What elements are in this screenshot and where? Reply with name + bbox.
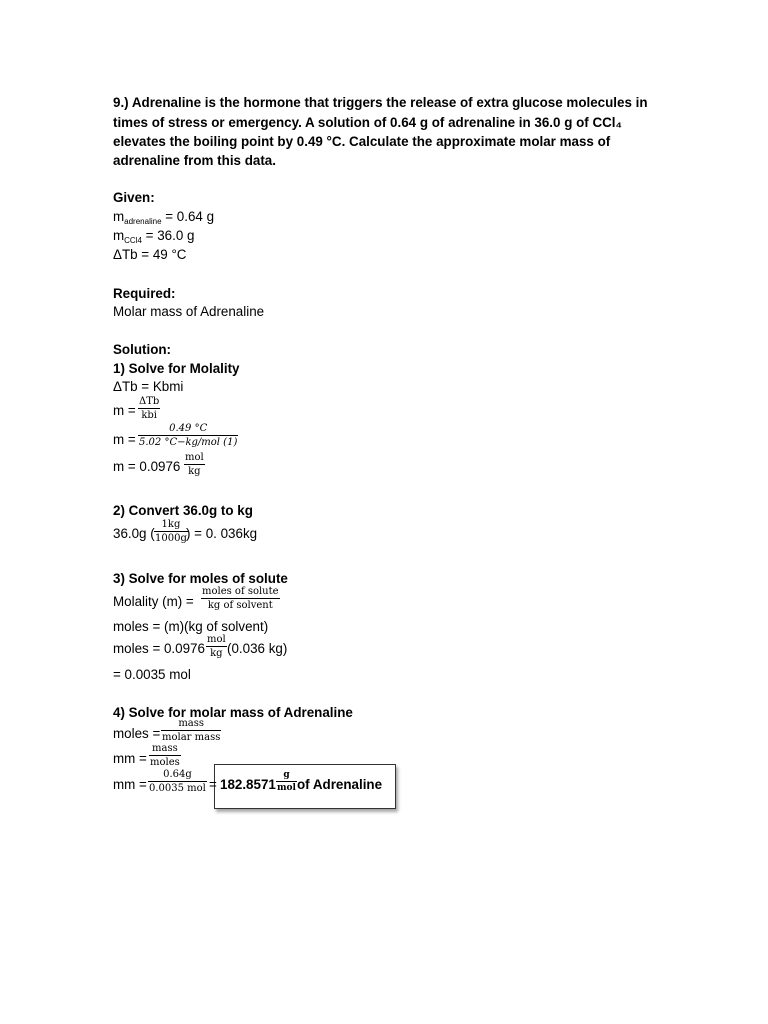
step4-mm-lhs: mm = — [113, 751, 147, 766]
step3-moles-rhs: (0.036 kg) — [227, 641, 288, 656]
step4-moles-lhs: moles = — [113, 726, 161, 741]
answer-value: 182.8571 — [220, 777, 276, 792]
step1-title: 1) Solve for Molality — [113, 361, 240, 376]
step1-fraction-deltatb-kbi: ΔTb kbi — [139, 396, 160, 421]
step3-molality-lhs: Molality (m) = — [113, 594, 194, 609]
step3-molality-fraction: moles of solute kg of solvent — [202, 586, 279, 611]
step1-equation: ΔTb = Kbmi — [113, 379, 184, 394]
step1-result: m = 0.0976 — [113, 459, 181, 474]
step1-m-lhs: m = — [113, 403, 136, 418]
step3-moles-lhs: moles = 0.0976 — [113, 641, 205, 656]
required-heading: Required: — [113, 286, 176, 301]
step2-conversion-fraction: $\frac{1kg}{1000g}$ — [155, 519, 187, 544]
step4-mm-fraction: mass moles — [150, 743, 180, 768]
given-delta-tb: ΔTb = 49 °C — [113, 247, 187, 262]
step3-result: = 0.0035 mol — [113, 667, 191, 682]
step1-fraction-values: 0.49 °C 5.02 °C−kg/mol (1) — [139, 423, 238, 448]
step3-title: 3) Solve for moles of solute — [113, 571, 288, 586]
problem-line: adrenaline from this data. — [113, 153, 276, 168]
step4-equals-sign: = — [209, 777, 217, 792]
step4-mm-value-fraction: 0.64g 0.0035 mol — [149, 769, 206, 794]
solution-heading: Solution: — [113, 342, 172, 357]
step1-m-lhs: m = — [113, 432, 136, 447]
step4-mm-value-lhs: mm = — [113, 777, 147, 792]
step1-unit-fraction: mol kg — [185, 452, 204, 477]
answer-suffix: of Adrenaline — [297, 777, 383, 792]
given-heading: Given: — [113, 190, 155, 205]
step2-title: 2) Convert 36.0g to kg — [113, 503, 253, 518]
problem-line: 9.) Adrenaline is the hormone that triggers the release of extra glucose molecules in — [113, 95, 648, 110]
answer-unit-fraction: g mol — [277, 770, 296, 793]
required-text: Molar mass of Adrenaline — [113, 304, 265, 319]
step3-moles-equation: moles = (m)(kg of solvent) — [113, 619, 269, 634]
step4-moles-fraction: mass molar mass — [162, 718, 221, 743]
given-mass-ccl4: $m_{CCl4} = 36.0$ g — [113, 228, 195, 245]
problem-line: elevates the boiling point by 0.49 °C. Calculate the approximate molar mass of — [113, 134, 611, 149]
step2-rhs: ) = 0. 036kg — [186, 526, 258, 541]
step3-unit-fraction: mol kg — [207, 634, 226, 659]
step2-lhs: 36.0g ( — [113, 526, 155, 541]
step4-title: 4) Solve for molar mass of Adrenaline — [113, 705, 353, 720]
problem-line: times of stress or emergency. A solution of 0.64 g of adrenaline in 36.0 g of CCl₄ — [113, 115, 622, 130]
given-mass-adrenaline: $m_{adrenaline} = 0.64$ g — [113, 209, 215, 226]
